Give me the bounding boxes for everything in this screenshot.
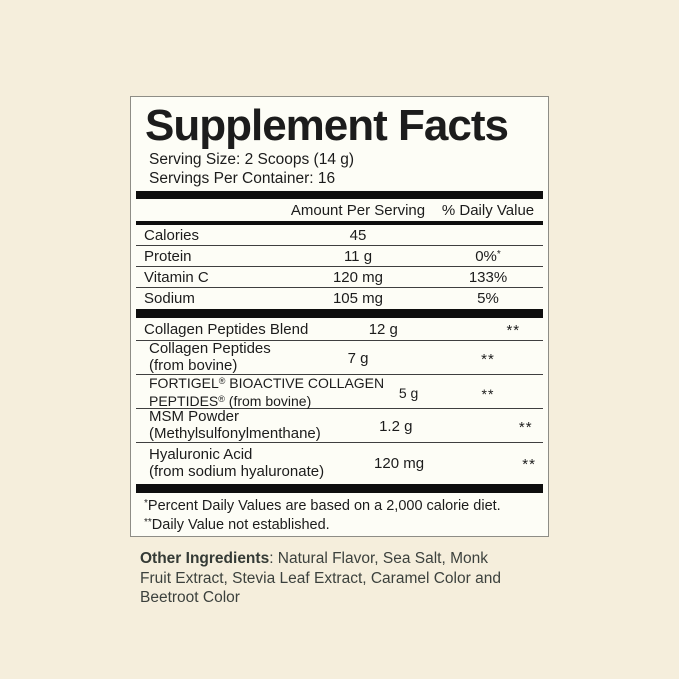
ingredient-amount: 1.2 g (379, 417, 413, 435)
name-text: Hyaluronic Acid (149, 445, 253, 463)
ingredient-amount: 12 g (368, 320, 398, 338)
table-row-fortigel (136, 375, 543, 409)
footnote-text: Percent Daily Values are based on a 2,000 calorie diet. (147, 498, 501, 514)
table-row-collagen-peptides (136, 341, 543, 375)
name-line-1 (149, 375, 384, 393)
name-line-1 (149, 341, 283, 358)
name-text: (from sodium hyaluronate) (149, 462, 325, 480)
dv-asterisk: * (496, 248, 501, 260)
footnote-daily-values (144, 498, 539, 517)
table-row-collagen-blend (136, 318, 543, 341)
table-header-row (136, 199, 543, 221)
ingredient-amount: 5 g (398, 385, 419, 401)
footnotes (136, 493, 543, 535)
name-text: Collagen Peptides (149, 340, 271, 357)
ingredient-daily-value: ** (506, 321, 521, 339)
nutrient-name: Calories (144, 226, 200, 244)
name-text: MSM Powder (149, 408, 240, 425)
table-row-vitamin-c (136, 267, 543, 288)
thick-divider-bottom (136, 484, 543, 493)
nutrient-name: Vitamin C (144, 268, 209, 286)
table-row-sodium (136, 288, 543, 309)
ingredient-amount: 7 g (347, 349, 369, 367)
ingredient-daily-value: ** (522, 456, 536, 473)
nutrient-name: Sodium (144, 290, 195, 307)
other-ingredients-label: Other Ingredients (140, 550, 270, 567)
supplement-facts-title: Supplement Facts (145, 101, 508, 150)
nutrient-amount: 120 mg (332, 268, 384, 286)
nutrient-amount: 45 (349, 226, 367, 244)
servings-per-container-text: Servings Per Container: 16 (149, 170, 336, 187)
ingredient-name (136, 341, 283, 375)
ingredient-name (136, 409, 321, 443)
registered-mark: ® (218, 376, 226, 386)
nutrient-daily-value: 133% (468, 268, 508, 286)
nutrient-daily-value (433, 248, 543, 265)
ingredient-name (136, 447, 324, 481)
table-row-calories (136, 225, 543, 246)
footnote-asterisk: ** (144, 516, 152, 528)
amount-per-serving-header: Amount Per Serving (290, 201, 426, 219)
ingredient-name (136, 375, 384, 411)
name-text: (Methylsulfonylmenthane) (149, 425, 321, 442)
other-ingredients-text: : Natural Flavor, Sea Salt, Monk Fruit Extract, Stevia Leaf Extract, Caramel Color and Beetroot Color (140, 550, 501, 606)
name-text: Collagen Peptides Blend (144, 320, 309, 338)
name-text: FORTIGEL (149, 375, 219, 391)
table-row-msm-powder (136, 409, 543, 443)
footnote-asterisk: * (144, 498, 148, 509)
nutrient-daily-value: 5% (477, 290, 499, 307)
ingredient-name (136, 321, 308, 338)
name-line-2 (149, 426, 321, 443)
supplement-facts-label (130, 96, 549, 537)
nutrient-amount: 11 g (343, 247, 373, 265)
other-ingredients (140, 549, 502, 608)
dv-value: 0% (475, 247, 497, 265)
name-text-rest: (from bovine) (224, 393, 312, 409)
name-line-2 (149, 464, 324, 481)
name-text: PEPTIDES (149, 393, 219, 409)
thick-divider-top (136, 191, 543, 199)
footnote-text: Daily Value not established. (151, 516, 330, 533)
name-line-1 (149, 409, 321, 426)
serving-size-text: Serving Size: 2 Scoops (14 g) (149, 151, 355, 168)
footnote-not-established (144, 517, 539, 536)
name-text-rest: BIOACTIVE COLLAGEN (225, 375, 385, 391)
name-line-2 (149, 358, 283, 375)
nutrient-amount: 105 mg (332, 290, 384, 307)
ingredient-daily-value: ** (518, 418, 533, 436)
table-row-hyaluronic-acid (136, 443, 543, 484)
daily-value-header: % Daily Value (441, 201, 535, 219)
nutrient-name: Protein (144, 247, 192, 265)
thick-divider-middle (136, 309, 543, 318)
name-line-1 (149, 447, 324, 464)
ingredient-daily-value: ** (481, 386, 495, 402)
ingredient-daily-value: ** (481, 350, 495, 368)
table-row-protein (136, 246, 543, 267)
ingredient-amount: 120 mg (374, 455, 425, 472)
registered-mark: ® (218, 394, 225, 404)
name-text: (from bovine) (149, 357, 238, 374)
